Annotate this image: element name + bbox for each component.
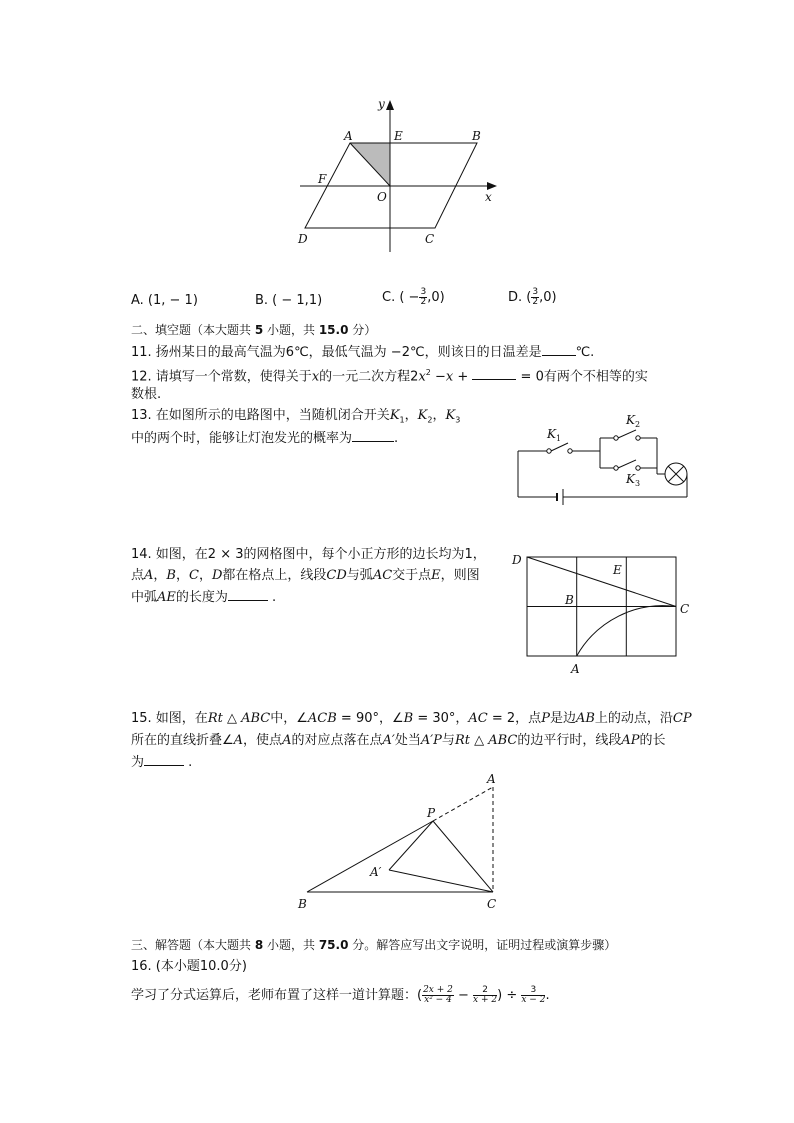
label-F: F	[318, 172, 327, 186]
label-C: C	[425, 232, 435, 246]
question-15-line1: 15. 如图，在Rt △ ABC中，∠ACB = 90°，∠B = 30°，AC = 2，点P是边AB上的动点，沿CP	[131, 711, 692, 726]
label-P: P	[427, 806, 436, 820]
fraction-2: $\frac{2}{x + 2}$	[473, 985, 498, 1005]
option-b: B. ( − 1,1)	[255, 293, 323, 308]
label-k2: $K_2$	[626, 413, 641, 429]
label-A: A	[571, 662, 580, 676]
label-A: A	[344, 129, 353, 143]
option-d-prefix: D. (	[508, 290, 532, 305]
label-D: D	[298, 232, 308, 246]
question-16-title: 16. (本小题10.0分)	[131, 959, 247, 974]
segment-BP	[307, 821, 433, 892]
label-A-prime: A′	[370, 865, 382, 879]
label-C: C	[487, 897, 497, 911]
label-x: x	[485, 190, 492, 204]
segment-PA	[433, 787, 493, 821]
option-c-suffix: ,0)	[427, 290, 445, 305]
option-d-fraction: $\frac{3}{2}$	[532, 287, 539, 307]
label-A: A	[487, 772, 496, 786]
option-c-fraction: $\frac{3}{2}$	[420, 287, 427, 307]
label-k1: $K_1$	[547, 427, 562, 443]
label-B: B	[298, 897, 307, 911]
label-D: D	[512, 553, 522, 567]
question-12-line1: 12. 请填写一个常数，使得关于x的一元二次方程$2x^2 -x$ + = 0有两个不相等的实	[131, 368, 648, 385]
option-c-prefix: C. ( −	[382, 290, 420, 305]
question-14-line2: 点A，B，C，D都在格点上，线段CD与弧AC交于点E，则图	[131, 568, 480, 583]
question-15-line3: 为 .	[131, 755, 193, 770]
label-y: y	[378, 97, 385, 111]
question-13-line2: 中的两个时，能够让灯泡发光的概率为 .	[131, 431, 399, 446]
question-11: 11. 扬州某日的最高气温为6℃，最低气温为 −2℃，则该日的日温差是 ℃.	[131, 345, 595, 360]
fraction-1: $\frac{2x + 2}{\text{x² − 4}}$	[423, 985, 453, 1005]
question-14-line1: 14. 如图，在2 × 3的网格图中，每个小正方形的边长均为1，	[131, 547, 486, 562]
label-k3: $K_3$	[626, 472, 641, 488]
section3-heading: 三、解答题（本大题共 8 小题，共 75.0 分。解答应写出文字说明，证明过程或演算步骤）	[131, 938, 617, 952]
question-12-line2: 数根.	[131, 387, 162, 402]
label-C: C	[680, 602, 690, 616]
label-B: B	[565, 593, 574, 607]
option-a: A. (1, − 1)	[131, 293, 198, 308]
question-13-line1: 13. 在如图所示的电路图中，当随机闭合开关$K_1$，$K_2$，$K_3$	[131, 408, 461, 425]
question-16-body: 学习了分式运算后，老师布置了这样一道计算题：( $\frac{2x + 2}{\text{x² − 4}}$ − $\frac{2}{x + 2}$ ) ÷ $\frac{3}{x - 2}$ .	[131, 985, 550, 1005]
label-B: B	[472, 129, 481, 143]
segment-PA-prime	[389, 821, 433, 870]
label-O: O	[377, 190, 387, 204]
label-E: E	[394, 129, 403, 143]
section2-heading: 二、填空题（本大题共 5 小题，共 15.0 分）	[131, 323, 377, 337]
label-E: E	[613, 563, 622, 577]
option-d-suffix: ,0)	[539, 290, 557, 305]
fraction-3: $\frac{3}{x - 2}$	[521, 985, 546, 1005]
question-15-line2: 所在的直线折叠∠A，使点A的对应点落在点A′处当A′P与Rt △ ABC的边平行时，线段AP的长	[131, 733, 666, 748]
question-14-line3: 中弧AE的长度为 .	[131, 590, 277, 605]
